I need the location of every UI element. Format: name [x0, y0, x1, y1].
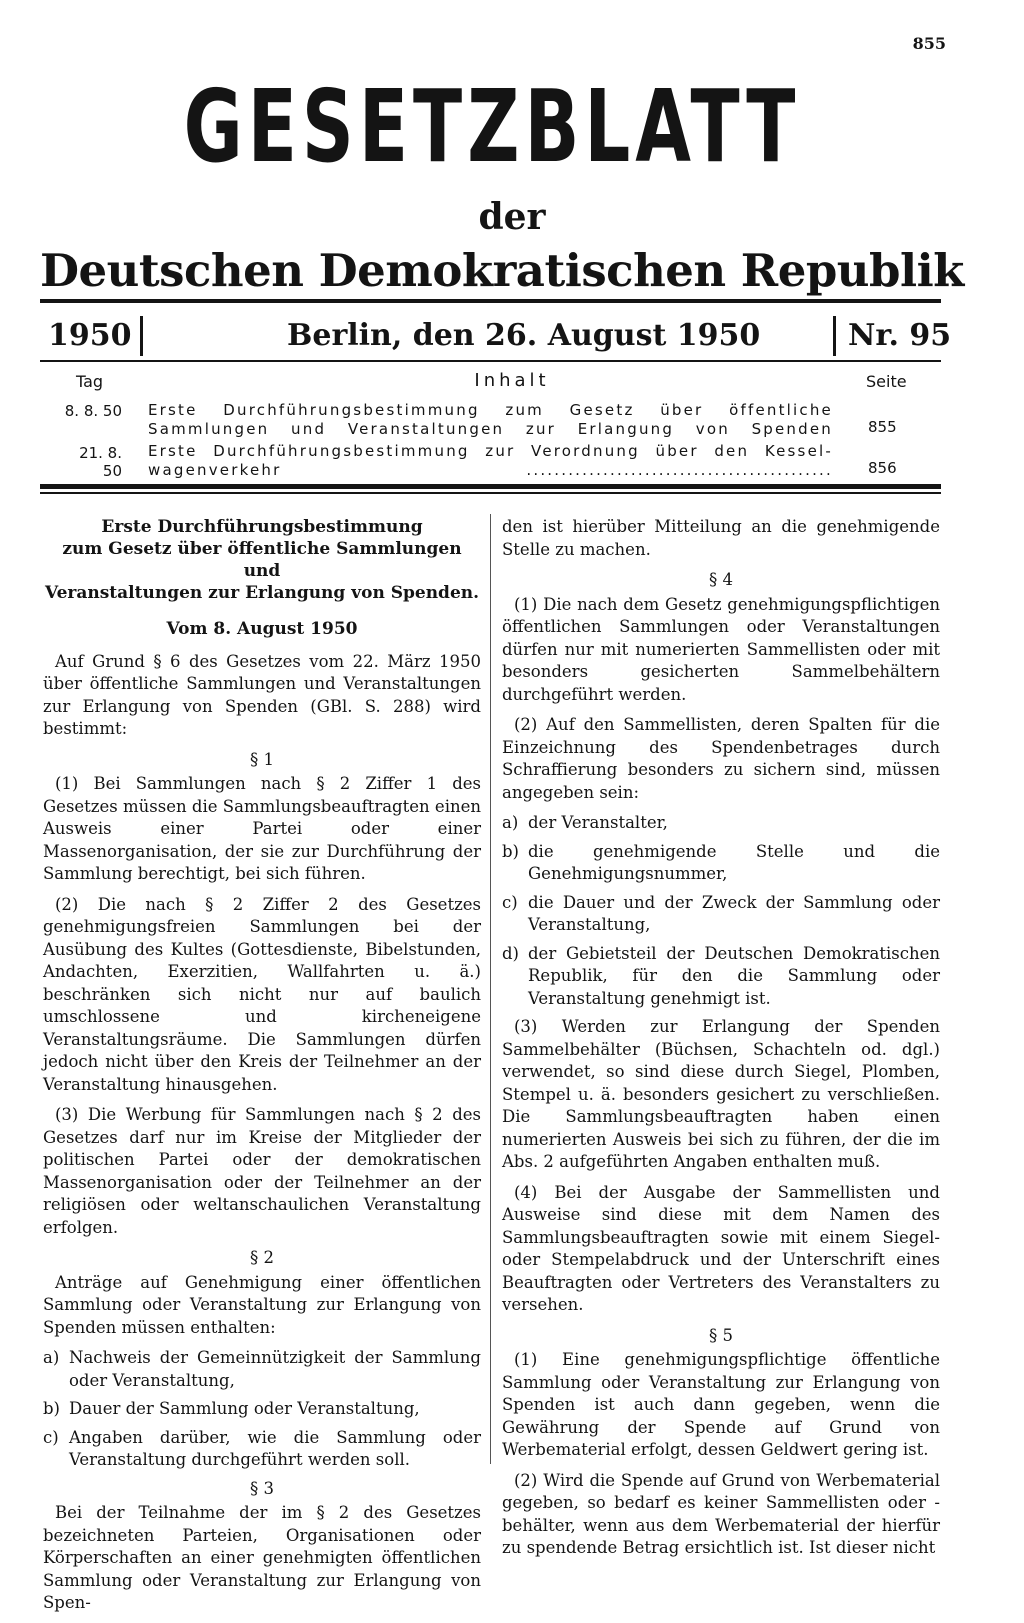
- paragraph: (1) Die nach dem Gesetz genehmigungspflichtigen öffentlichen Sammlungen oder Veranstaltungen dürfen nur mit numerierten Sammellisten oder mit besonders gesicherten Sammelbehältern durchgeführt werden.: [502, 594, 940, 704]
- toc-entry-page: 855: [868, 418, 897, 436]
- list-label: b): [43, 1399, 60, 1418]
- list-text: Angaben darüber, wie die Sammlung oder Veranstaltung durchgeführt werden soll.: [69, 1427, 481, 1469]
- list-text: die genehmigende Stelle und die Genehmigungsnummer,: [528, 841, 940, 883]
- list-label: c): [43, 1427, 59, 1447]
- section-title: § 1: [250, 749, 274, 769]
- issue-number: Nr. 95: [848, 318, 952, 353]
- toc-entry-line: Erste Durchführungsbestimmung zum Gesetz über öffentliche: [148, 401, 833, 419]
- page-number: 855: [912, 34, 946, 53]
- toc-rule: [40, 484, 941, 489]
- masthead-der: der: [478, 196, 546, 238]
- masthead-rule: [40, 299, 941, 303]
- paragraph: (1) Bei Sammlungen nach § 2 Ziffer 1 des Gesetzes müssen die Sammlungsbeauftragten einen Ausweis einer Partei oder einer Massenorganisation, der sie zur Durchführung der Sammlung berechtigt, bei sich führen.: [43, 774, 481, 883]
- toc-rule: [40, 492, 941, 494]
- list-item: [502, 943, 940, 1011]
- toc-entry-line: Erste Durchführungsbestimmung zur Verordnung über den Kessel-: [148, 442, 833, 460]
- section-title: § 5: [709, 1325, 733, 1345]
- toc-entry-date: 21. 8. 50: [79, 444, 122, 480]
- list-item: [502, 812, 940, 835]
- paragraph: Anträge auf Genehmigung einer öffentlichen Sammlung oder Veranstaltung zur Erlangung von Spenden müssen enthalten:: [43, 1272, 481, 1337]
- list-item: [43, 1398, 481, 1421]
- list-label: c): [502, 892, 518, 912]
- preamble: Auf Grund § 6 des Gesetzes vom 22. März 1950 über öffentliche Sammlungen und Veranstaltungen zur Erlangung von Spenden (GBl. S. 288) wird bestimmt:: [43, 651, 481, 738]
- list-item: [43, 1347, 481, 1392]
- paragraph: (1) Eine genehmigungspflichtige öffentliche Sammlung oder Veranstaltung zur Erlangung von Spenden ist auch dann gegeben, wenn die Gewährung der Spende auf Grund von Werbematerial erfolgt, dessen Geldwert gering ist.: [502, 1350, 940, 1459]
- toc-entry-page: 856: [868, 459, 897, 477]
- list-label: d): [502, 943, 519, 963]
- list-label: b): [502, 841, 519, 861]
- toc-entry-line: Sammlungen und Veranstaltungen zur Erlangung von Spenden: [148, 420, 833, 438]
- toc-title: Inhalt: [474, 370, 550, 391]
- section-title: § 2: [250, 1248, 274, 1267]
- paragraph: (4) Bei der Ausgabe der Sammellisten und Ausweise sind diese mit dem Namen des Sammlungsbeauftragten sowie mit einem Siegel- oder Stempelabdruck und der Unterschrift eines Beauftragten oder Vertreters des Veranstalters zu versehen.: [502, 1182, 940, 1314]
- article-heading: [43, 516, 481, 604]
- article-heading-line: zum Gesetz über öffentliche Sammlungen und: [62, 539, 462, 581]
- paragraph: (2) Die nach § 2 Ziffer 2 des Gesetzes genehmigungsfreien Sammlungen bei der Ausübung des Kultes (Gottesdienste, Bibelstunden, Andachten, Exerzitien, Wallfahrten u. ä.) beschränken sich nicht nur auf baulich umschlossene und kircheneigene Veranstaltungsräume. Die Sammlungen dürfen jedoch nicht über den Kreis der Teilnehmer an der Veranstaltung hinausgehen.: [43, 894, 481, 1094]
- paragraph: (2) Wird die Spende auf Grund von Werbematerial gegeben, so bedarf es keiner Sammellisten oder -behälter, wenn aus dem Werbematerial der hierfür zu spendende Betrag ersichtlich ist. Ist dieser nicht: [502, 1470, 940, 1557]
- paragraph: den ist hierüber Mitteilung an die genehmigende Stelle zu machen.: [502, 517, 940, 559]
- section-title: § 4: [709, 570, 733, 589]
- list-text: Nachweis der Gemeinnützigkeit der Sammlung oder Veranstaltung,: [69, 1348, 481, 1390]
- article-heading-line: Erste Durchführungsbestimmung: [101, 517, 423, 537]
- list-label: a): [43, 1348, 60, 1367]
- paragraph: (2) Auf den Sammellisten, deren Spalten für die Einzeichnung des Spendenbetrages durch Schraffierung besonders zu sichern sind, müssen angegeben sein:: [502, 715, 940, 802]
- issue-divider: [833, 316, 836, 356]
- paragraph: (3) Werden zur Erlangung der Spenden Sammelbehälter (Büchsen, Schachteln od. dgl.) verwendet, so sind diese durch Siegel, Plomben, Stempel u. ä. besonders gesichert zu verschließen. Die Sammlungsbeauftragten haben einen numerierten Ausweis bei sich zu führen, der die im Abs. 2 aufgeführten Angaben enthalten muß.: [502, 1017, 940, 1171]
- list-item: [43, 1427, 481, 1472]
- paragraph: Bei der Teilnahme der im § 2 des Gesetzes bezeichneten Parteien, Organisationen oder Körperschaften an einer genehmigten öffentlichen Sammlung oder Veranstaltung zur Erlangung von Spen-: [43, 1503, 481, 1612]
- issue-date: Berlin, den 26. August 1950: [287, 318, 761, 353]
- right-column: [502, 516, 940, 1568]
- article-date: Vom 8. August 1950: [166, 619, 358, 639]
- issue-year: 1950: [48, 318, 132, 353]
- list-text: Dauer der Sammlung oder Veranstaltung,: [69, 1399, 420, 1418]
- masthead-republic: Deutschen Demokratischen Republik: [40, 244, 964, 297]
- list-text: die Dauer und der Zweck der Sammlung oder Veranstaltung,: [528, 892, 940, 934]
- list-text: der Gebietsteil der Deutschen Demokratischen Republik, für den die Sammlung oder Veranstaltung genehmigt ist.: [528, 943, 940, 1008]
- list-item: [502, 892, 940, 937]
- list-label: a): [502, 813, 519, 832]
- toc-col-seite: Seite: [866, 372, 907, 391]
- column-divider: [490, 514, 491, 1464]
- issue-divider: [140, 316, 143, 356]
- paragraph: (3) Die Werbung für Sammlungen nach § 2 des Gesetzes darf nur im Kreise der Mitglieder der politischen Partei oder der demokratischen Massenorganisation oder der Teilnehmer an der religiösen oder weltanschaulichen Veranstaltung erfolgen.: [43, 1105, 481, 1237]
- list-item: [502, 841, 940, 886]
- section-title: § 3: [250, 1478, 274, 1498]
- left-column: [43, 516, 481, 1623]
- toc-col-tag: Tag: [76, 372, 104, 391]
- list-text: der Veranstalter,: [528, 813, 668, 832]
- toc-entry-line: wagenverkehr ............................................: [148, 461, 833, 479]
- article-heading-line: Veranstaltungen zur Erlangung von Spenden.: [44, 583, 480, 603]
- masthead-title: GESETZBLATT: [183, 68, 801, 185]
- toc-entry-date: 8. 8. 50: [64, 402, 122, 420]
- issue-rule: [40, 360, 941, 362]
